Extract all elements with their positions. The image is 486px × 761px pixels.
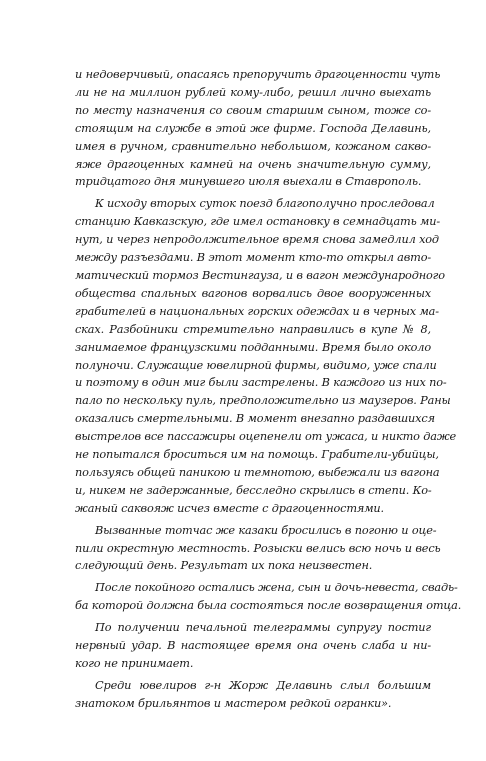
text-line: и недоверчивый, опасаясь препоручить драгоценности чуть: [75, 68, 441, 81]
text-line: оказались смертельными. В момент внезапно раздавшихся: [75, 412, 435, 426]
text-line: имея в ручном, сравнительно небольшом, кожаном саквo-: [75, 139, 431, 153]
text-line: общества спальных вагонов ворвались двое вооруженных: [75, 286, 431, 300]
text-line: между разъездами. В этот момент кто-то открыл авто-: [75, 251, 432, 265]
text-line: станцию Кавказскую, где имел остановку в семнадцать ми-: [75, 215, 441, 229]
text-line: Среди ювелиров г-н Жорж Делавинь слыл большим: [95, 678, 431, 692]
text-line: Вызванные тотчас же казаки бросились в погоню и оце-: [95, 523, 437, 537]
text-line: пользуясь общей паникою и темнотою, выбежали из вагона: [75, 465, 440, 479]
text-line: кого не принимает.: [75, 657, 194, 670]
text-line: сках. Разбойники стремительно направились в купе № 8,: [75, 322, 431, 336]
paragraph: [75, 579, 462, 615]
text-line: яже драгоценных камней на очень значительную сумму,: [75, 157, 431, 171]
paragraph: [75, 195, 457, 517]
paragraph: [75, 677, 431, 713]
paragraph: [75, 66, 441, 191]
body-text: [75, 66, 462, 713]
text-line: жаный саквояж исчез вместе с драгоценностями.: [75, 501, 385, 515]
paragraph: [75, 522, 441, 576]
text-line: занимаемое французскими подданными. Время было около: [75, 340, 431, 354]
paragraph: [75, 619, 431, 673]
text-line: После покойного остались жена, сын и дочь-невеста, свадь-: [95, 581, 458, 595]
text-line: пало по нескольку пуль, предположительно из маузеров. Раны: [75, 394, 451, 408]
text-line: нервный удар. В настоящее время она очень слаба и ни-: [75, 639, 431, 653]
text-line: знатоком брильянтов и мастером редкой огранки».: [75, 696, 392, 710]
text-line: ли не на миллион рублей кому-либо, решил лично выехать: [75, 85, 431, 99]
text-line: пили окрестную местность. Розыски велись всю ночь и весь: [75, 541, 441, 555]
text-line: выстрелов все пассажиры оцепенели от ужаса, и никто даже: [75, 430, 457, 444]
text-line: матический тормоз Вестингауза, и в вагон международного: [75, 268, 445, 282]
text-line: и поэтому в один миг были застрелены. В каждого из них по-: [75, 376, 447, 390]
text-line: ба которой должна была состояться после возвращения отца.: [75, 599, 462, 613]
text-line: не попытался броситься им на помощь. Грабители-убийцы,: [75, 448, 439, 462]
text-line: стоящим на службе в этой же фирме. Господа Делавинь,: [75, 121, 431, 135]
text-line: К исходу вторых суток поезд благополучно проследовал: [95, 197, 435, 211]
text-line: и, никем не задержанные, бесследно скрылись в степи. Ко-: [75, 483, 432, 497]
text-line: грабителей в национальных горских одеждах и в черных ма-: [75, 304, 439, 318]
text-line: по месту назначения со своим старшим сыном, тоже со-: [75, 103, 431, 117]
text-line: полуночи. Служащие ювелирной фирмы, видимо, уже спали: [75, 358, 437, 372]
text-line: По получении печальной телеграммы супругу постиг: [95, 621, 431, 635]
text-line: тридцатого дня минувшего июля выехали в Ставрополь.: [75, 175, 422, 189]
text-line: нут, и через непродолжительное время снова замедлил ход: [75, 233, 439, 247]
text-line: следующий день. Результат их пока неизвестен.: [75, 559, 373, 573]
